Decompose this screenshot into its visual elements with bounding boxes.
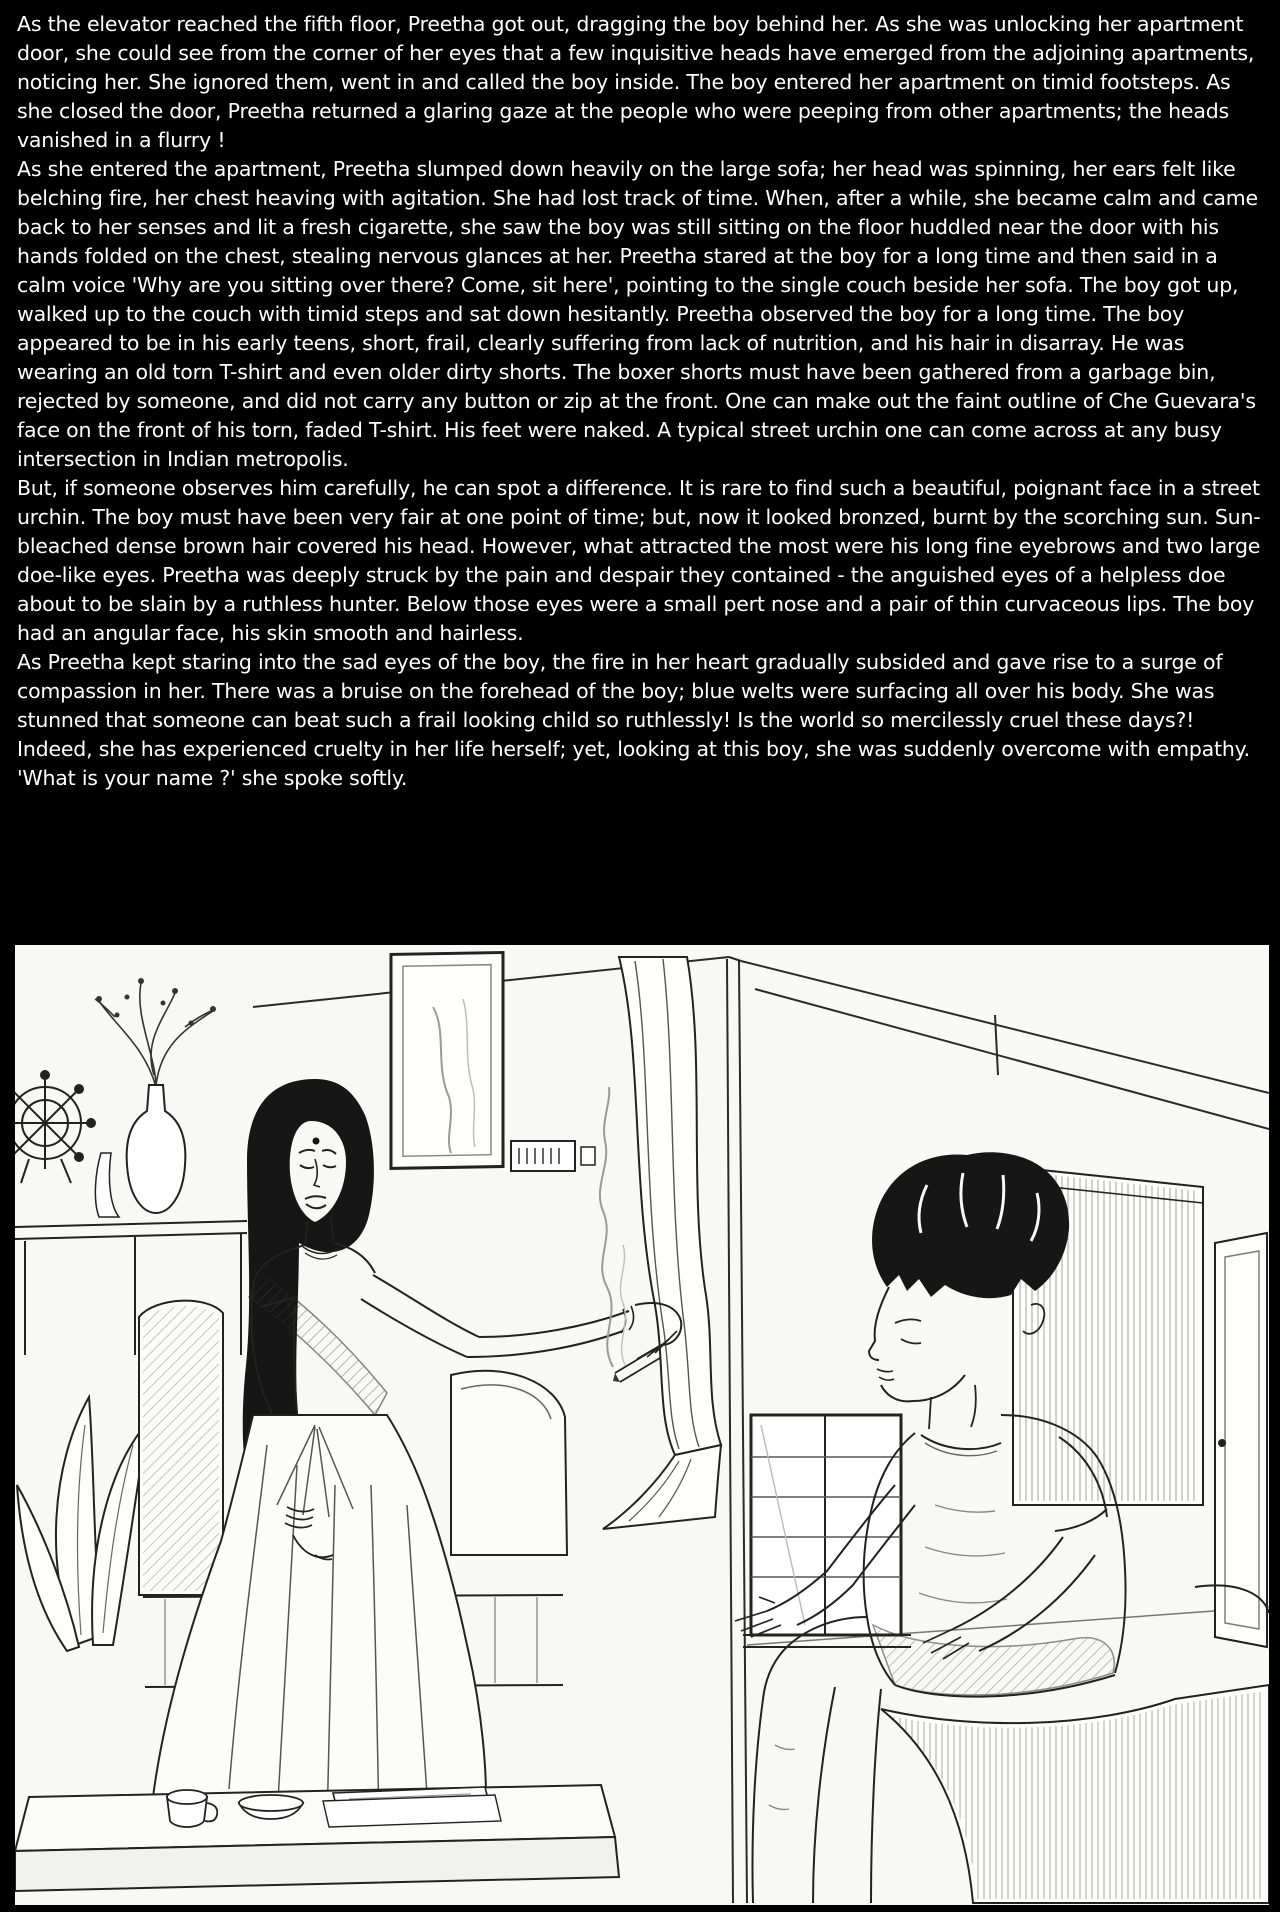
magazine-under — [323, 1795, 501, 1827]
story-paragraph: But, if someone observes him carefully, he can spot a difference. It is rare to find such a beautiful, poignant face in a street urchin. The boy must have been very fair at one point of time; but, now it looked bronzed, burnt by the scorching sun. Sun-bleached dense brown hair covered his head. However, what attracted the most were his long fine eyebrows and two large doe-like eyes. Preetha was deeply struck by the pain and despair they contained - the anguished eyes of a helpless doe about to be slain by a ruthless hunter. Below those eyes were a small pert nose and a pair of thin curvaceous lips. The boy had an angular face, his skin smooth and hairless. — [17, 476, 1261, 645]
window — [743, 1415, 911, 1647]
story-paragraph: As she entered the apartment, Preetha slumped down heavily on the large sofa; her head was spinning, her ears felt like belching fire, her chest heaving with agitation. She had lost track of time. When, after a while, she became calm and came back to her senses and lit a fresh cigarette, she saw the boy was still sitting on the floor huddled near the door with his hands folded on the chest, stealing nervous glances at her. Preetha stared at the boy for a long time and then said in a calm voice 'Why are you sitting over there? Come, sit here', pointing to the single couch beside her sofa. The boy got up, walked up to the couch with timid steps and sat down hesitantly. Preetha observed the boy for a long time. The boy appeared to be in his early teens, short, frail, clearly suffering from lack of nutrition, and his hair in disarray. He was wearing an old torn T-shirt and even older dirty shorts. The boxer shorts must have been gathered from a garbage bin, rejected by someone, and did not carry any button or zip at the front. One can make out the faint outline of Che Guevara's face on the front of his torn, faded T-shirt. His feet were naked. A typical street urchin one can come across at any busy intersection in Indian metropolis. — [17, 157, 1258, 471]
bindi — [313, 1138, 320, 1145]
story-paragraph: 'What is your name ?' she spoke softly. — [17, 766, 408, 790]
picture-frame — [391, 952, 503, 1168]
coffee-table — [15, 1785, 619, 1891]
story-paragraph: As Preetha kept staring into the sad eyes of the boy, the fire in her heart gradually subsided and gave rise to a surge of compassion in her. There was a bruise on the forehead of the boy; blue welts were surfacing all over his body. She was stunned that someone can beat such a frail looking child so ruthlessly! Is the world so mercilessly cruel these days?! Indeed, she has experienced cruelty in her life herself; yet, looking at this boy, she was suddenly overcome with empathy. — [17, 650, 1250, 761]
story-text — [17, 10, 1265, 793]
comic-panel — [15, 945, 1269, 1905]
story-paragraph: As the elevator reached the fifth floor, Preetha got out, dragging the boy behind her. As she was unlocking her apartment door, she could see from the corner of her eyes that a few inquisitive heads have emerged from the adjoining apartments, noticing her. She ignored them, went in and called the boy inside. The boy entered her apartment on timid footsteps. As she closed the door, Preetha returned a glaring gaze at the people who were peeping from other apartments; the heads vanished in a flurry ! — [17, 12, 1255, 152]
